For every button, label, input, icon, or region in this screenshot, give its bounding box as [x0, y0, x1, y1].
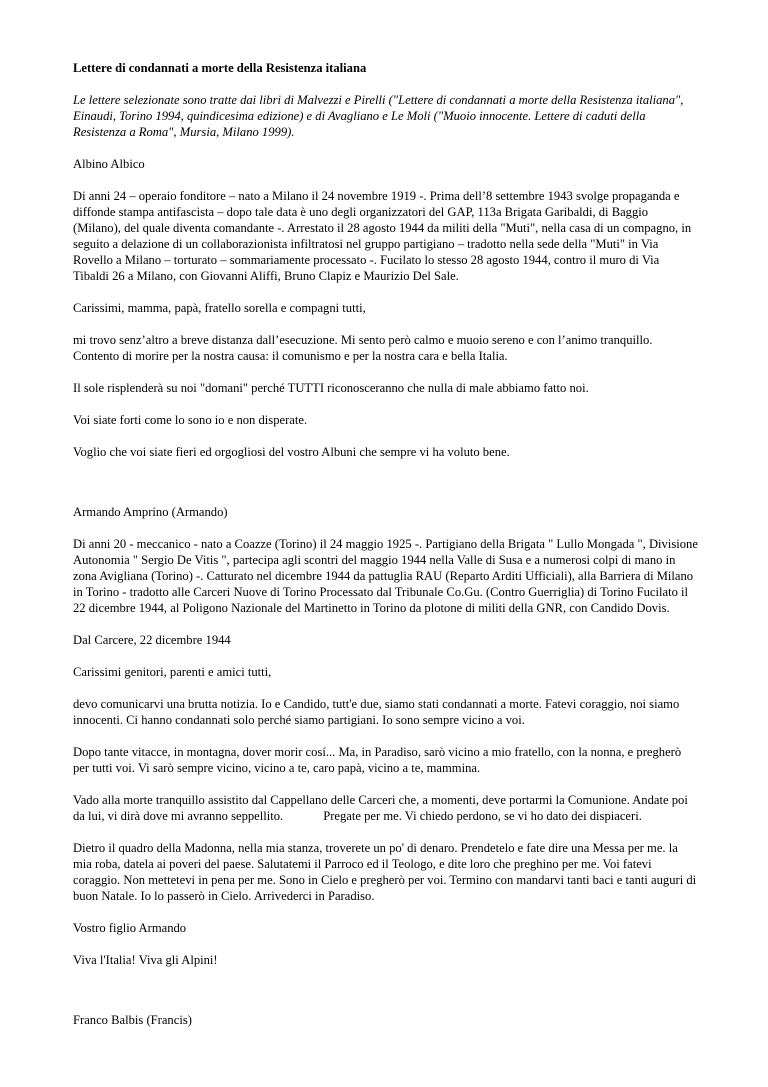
document-intro: Le lettere selezionate sono tratte dai libri di Malvezzi e Pirelli ("Lettere di condannati a morte della Resistenza italiana", Einaudi, Torino 1994, quindicesima edizione) e di Avagliano e Le Moli ("Muoio innocente. Lettere di caduti della Resistenza a Roma", Mursia, Milano 1999).: [73, 93, 684, 139]
letter-author-bio: Di anni 24 – operaio fonditore – nato a Milano il 24 novembre 1919 -. Prima dell’8 settembre 1943 svolge propaganda e diffonde stampa antifascista – dopo tale data è uno degli organizzatori del GAP, 113a Brigata Garibaldi, di Baggio (Milano), del quale diventa comandante -. Arrestato il 28 agosto 1944 da militi della "Muti", nella casa di un compagno, in seguito a delazione di un collaborazionista infiltratosi nel gruppo partigiano – tradotto nella sede della "Muti" in Via Rovello a Milano – torturato – sommariamente processato -. Fucilato lo stesso 28 agosto 1944, contro il muro di Via Tibaldi 26 a Milano, con Giovanni Aliffi, Bruno Clapiz e Maurizio Del Sale.: [73, 189, 692, 283]
letter-paragraph: [73, 792, 698, 824]
letter-signoff: Vostro figlio Armando: [73, 921, 187, 935]
letter-author-name: Armando Amprino (Armando): [73, 505, 228, 519]
letter-closing: Viva l'Italia! Viva gli Alpini!: [73, 953, 218, 967]
letter-author-name: Franco Balbis (Francis): [73, 1013, 192, 1027]
letter-paragraph: Voi siate forti come lo sono io e non disperate.: [73, 413, 308, 427]
letter-paragraph-part: Vado alla morte tranquillo assistito dal Cappellano delle Carceri che, a momenti, deve portarmi la Comunione. Andate poi da lui, vi dirà dove mi avranno seppellito.: [73, 793, 688, 823]
document-page: [73, 60, 698, 1044]
letter-paragraph: mi trovo senz’altro a breve distanza dall’esecuzione. Mi sento però calmo e muoio sereno e con l’animo tranquillo. Contento di morire per la nostra causa: il comunismo e per la nostra cara e bella Italia.: [73, 333, 653, 363]
letter-author-bio: Di anni 20 - meccanico - nato a Coazze (Torino) il 24 maggio 1925 -. Partigiano della Brigata " Lullo Mongada ", Divisione Autonomia " Sergio De Vitis ", partecipa agli scontri del maggio 1944 nella Valle di Susa e a numerosi colpi di mano in zona Avigliana (Torino) -. Catturato nel dicembre 1944 da pattuglia RAU (Reparto Arditi Ufficiali), alla Barriera di Milano in Torino - tradotto alle Carceri Nuove di Torino Processato dal Tribunale Co.Gu. (Contro Guerriglia) di Torino Fucilato il 22 dicembre 1944, al Poligono Nazionale del Martinetto in Torino da plotone di militi della GNR, con Candido Dovis.: [73, 537, 698, 615]
letter-paragraph-part: Pregate per me. Vi chiedo perdono, se vi ho dato dei dispiaceri.: [323, 809, 642, 823]
letter-salutation: Carissimi, mamma, papà, fratello sorella e compagni tutti,: [73, 301, 366, 315]
letter-dateline: Dal Carcere, 22 dicembre 1944: [73, 633, 231, 647]
letter-paragraph: Il sole risplenderà su noi "domani" perché TUTTI riconosceranno che nulla di male abbiamo fatto noi.: [73, 381, 589, 395]
letter-paragraph: devo comunicarvi una brutta notizia. Io e Candido, tutt'e due, siamo stati condannati a morte. Fatevi coraggio, noi siamo innocenti. Ci hanno condannati solo perché siamo partigiani. Io sono sempre vicino a voi.: [73, 697, 680, 727]
letter-paragraph: Dietro il quadro della Madonna, nella mia stanza, troverete un po' di denaro. Prendetelo e fate dire una Messa per me. la mia roba, datela ai poveri del paese. Salutatemi il Parroco ed il Teologo, e dite loro che preghino per me. Voi fatevi coraggio. Non mettetevi in pena per me. Sono in Cielo e pregherò per voi. Termino con mandarvi tanti baci e tanti auguri di buon Natale. Io lo passerò in Cielo. Arrivederci in Paradiso.: [73, 841, 697, 903]
letter-salutation: Carissimi genitori, parenti e amici tutti,: [73, 665, 272, 679]
document-title: Lettere di condannati a morte della Resistenza italiana: [73, 61, 367, 75]
letter-author-name: Albino Albico: [73, 157, 145, 171]
letter-paragraph: Voglio che voi siate fieri ed orgogliosi del vostro Albuni che sempre vi ha voluto bene.: [73, 445, 510, 459]
letter-paragraph: Dopo tante vitacce, in montagna, dover morir cosí... Ma, in Paradiso, sarò vicino a mio fratello, con la nonna, e pregherò per tutti voi. Vi sarò sempre vicino, vicino a te, caro papà, vicino a te, mammina.: [73, 745, 682, 775]
